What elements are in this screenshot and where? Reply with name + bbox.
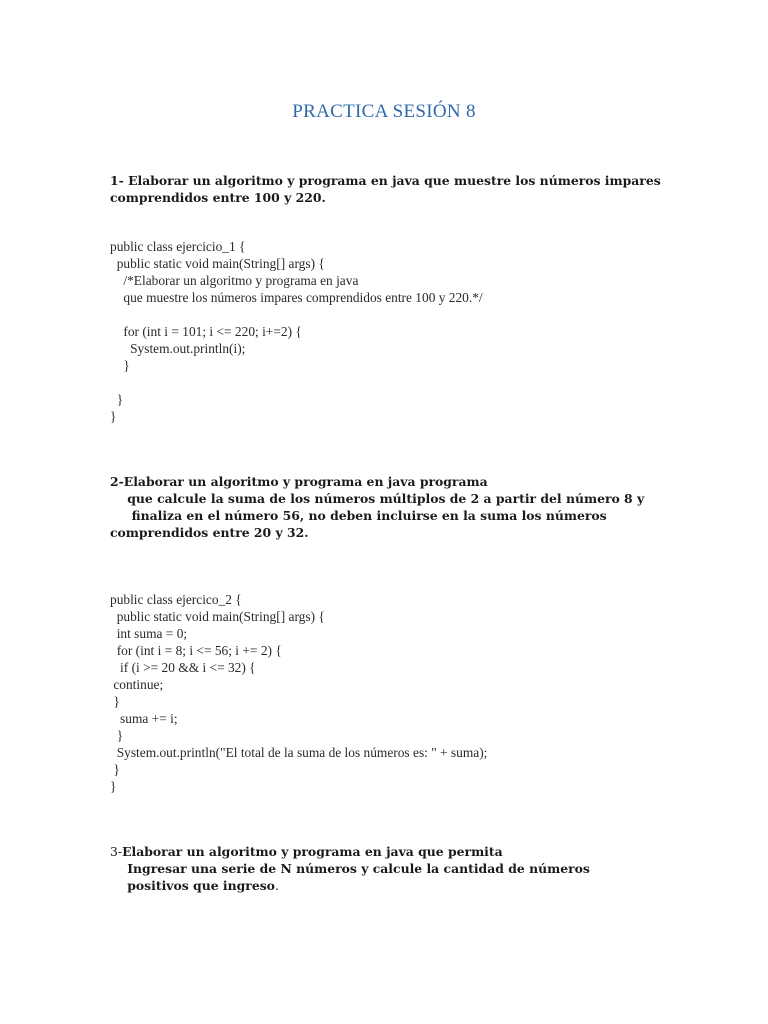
exercise-3-statement <box>110 843 590 894</box>
exercise-3-line-3: positivos que ingreso <box>110 878 275 893</box>
exercise-1-statement: 1- Elaborar un algoritmo y programa en java que muestre los números impares comprendidos entre 100 y 220. <box>110 173 661 205</box>
exercise-3-number: 3- <box>110 844 123 859</box>
exercise-1-code: public class ejercicio_1 { public static void main(String[] args) { /*Elaborar un algoritmo y programa en java que muestre los números impares comprendidos entre 100 y 220.*/ for (int i = 101; i <= 220; i+=2) { System.out.println(i); } } } <box>110 239 483 424</box>
exercise-3-line-1: Elaborar un algoritmo y programa en java que permita <box>122 844 503 859</box>
exercise-2-code: public class ejercico_2 { public static void main(String[] args) { int suma = 0; for (int i = 8; i <= 56; i += 2) { if (i >= 20 && i <= 32) { continue; } suma += i; } System.out.println("El total de la suma de los números es: " + suma); } } <box>110 592 488 794</box>
exercise-3-period: . <box>274 878 279 893</box>
page-title: PRACTICA SESIÓN 8 <box>292 101 476 122</box>
exercise-3-line-2: Ingresar una serie de N números y calcule la cantidad de números <box>110 861 590 876</box>
exercise-2-statement: 2-Elaborar un algoritmo y programa en java programa que calcule la suma de los números múltiplos de 2 a partir del número 8 y finaliza en el número 56, no deben incluirse en la suma los números comprendidos entre 20 y 32. <box>110 474 645 540</box>
